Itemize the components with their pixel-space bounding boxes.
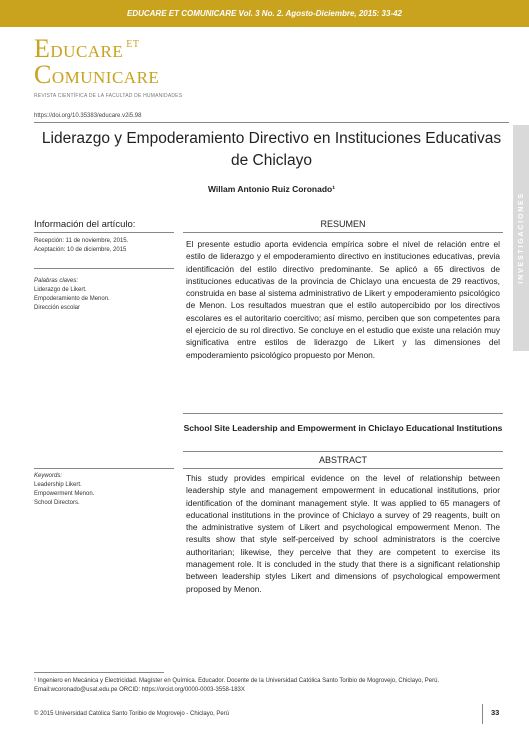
footnote-divider: [34, 672, 164, 673]
logo-line-educare: EDUCARE $^{ET}$: [34, 34, 140, 63]
dates-divider: [34, 268, 174, 269]
copyright-notice: © 2015 Universidad Católica Santo Toribio de Mogrovejo - Chiclayo, Perú: [34, 711, 230, 717]
journal-logo: [34, 36, 254, 108]
page-number: 33: [491, 708, 500, 717]
reception-date: Recepción: 11 de noviembre, 2015.: [34, 238, 129, 244]
author-footnote: ¹ Ingeniero en Mecánica y Electricidad. Magíster en Química. Educador. Docente de la Universidad Católica Santo Toribio de Mogrovejo, Chiclayo, Perú. Email:wcoronado@usat.edu.pe ORCID: https://orcid.org/0000-0003-3558-183X: [34, 678, 440, 693]
abstract-divider: [183, 468, 503, 469]
keyword-item: Dirección escolar: [34, 305, 81, 311]
article-author: Willam Antonio Ruiz Coronado¹: [207, 184, 336, 194]
resumen-bottom-divider: [183, 413, 503, 414]
keyword-item: Empoderamiento de Menon.: [34, 296, 110, 302]
journal-header-band: [0, 0, 529, 27]
doi-link[interactable]: https://doi.org/10.35383/educare.v2i5.98: [34, 113, 142, 119]
keyword-item: Leadership Likert.: [34, 482, 82, 488]
keyword-item: Liderazgo de Likert.: [34, 287, 87, 293]
keyword-item: Empowerment Menon.: [34, 491, 95, 497]
abstract-heading: ABSTRACT: [318, 455, 367, 465]
logo-line-comunicare: COMUNICARE: [34, 60, 160, 89]
journal-line: EDUCARE ET COMUNICARE Vol. 3 No. 2. Agosto-Diciembre, 2015: 33-42: [126, 9, 403, 18]
keywords-en-divider: [34, 468, 174, 469]
keywords-es: [34, 277, 174, 313]
logo-subtitle: REVISTA CIENTÍFICA DE LA FACULTAD DE HUMANIDADES: [34, 93, 183, 99]
abstract-spanish: El presente estudio aporta evidencia empírica sobre el nivel de relación entre el estilo de liderazgo y el empoderamiento directivo en instituciones educativas, previa identificación del estilo directivo predominante. Se aplicó a 65 directivos de instituciones educativas de la provincia de Chiclayo una encuesta de 29 reactivos, construida en base al sistema administrativo de Likert y empoderamiento psicológico de Menon. Los resultados muestran que el estilo autopercibido por los directivos escolares es el autoritario coercitivo; así mismo, perciben que son competentes para el ejercicio de su rol directivo. Se concluye en el estudio que existe una relación muy significativa entre estilos de liderazgo de Likert y las dimensiones del empoderamiento psicológico propuesto por Menon.: [186, 239, 500, 360]
keywords-en: [34, 472, 174, 508]
header-divider: [34, 122, 509, 123]
resumen-heading: RESUMEN: [320, 219, 366, 229]
resumen-divider: [183, 232, 503, 233]
article-info-heading: Información del artículo:: [34, 219, 136, 230]
article-title: Liderazgo y Empoderamiento Directivo en Instituciones Educativas de Chiclayo: [41, 130, 502, 169]
abstract-english: This study provides empirical evidence on the level of relationship between leadership style and management empowerment in educational institutions, prior identification of the dominant management style. It was applied to 65 managers of educational institutions in the province of Chiclayo a survey of 29 reagents, built on the administrative system of Likert and psychological empowerment Menon. The results show that style self-perceived by school administrators is the coercive authoritarian; likewise, they perceive that they are competent to exercise its management role. It is concluded in the study that there is a significant relationship between leadership styles Likert and dimensions of psychological empowerment proposed by Menon.: [186, 473, 500, 594]
keywords-es-label: Palabras claves:: [34, 278, 79, 284]
section-side-label: INVESTIGACIONES: [517, 192, 525, 284]
english-title: School Site Leadership and Empowerment in Chiclayo Educational Institutions: [183, 423, 503, 433]
info-divider: [34, 232, 174, 233]
keyword-item: School Directors.: [34, 500, 80, 506]
acceptance-date: Aceptación: 10 de diciembre, 2015: [34, 247, 127, 253]
keywords-en-label: Keywords:: [34, 473, 63, 479]
page-number-divider: [482, 704, 483, 724]
article-dates: [34, 237, 174, 255]
english-title-divider: [183, 451, 503, 452]
